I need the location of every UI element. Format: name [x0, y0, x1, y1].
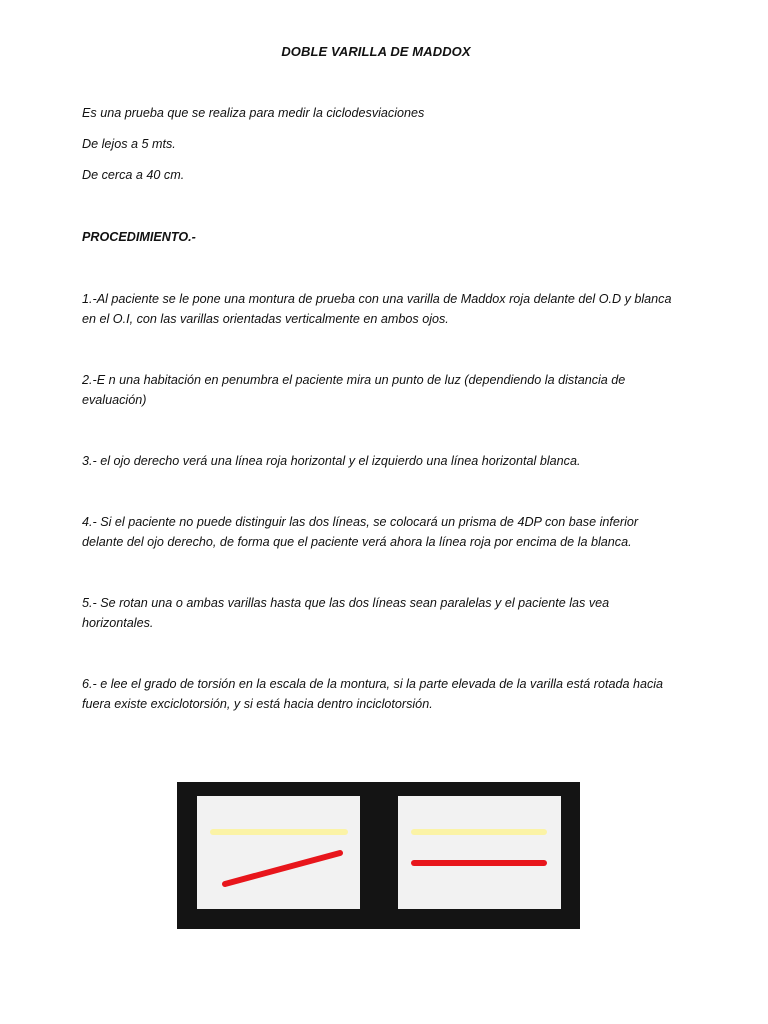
section-heading: PROCEDIMIENTO.-: [82, 230, 196, 244]
intro-line: De cerca a 40 cm.: [82, 168, 185, 182]
panel-tilted: [197, 796, 360, 909]
step-3: 3.- el ojo derecho verá una línea roja horizontal y el izquierdo una línea horizontal blanca.: [82, 454, 581, 468]
intro-line: De lejos a 5 mts.: [82, 137, 176, 151]
step-2: 2.-E n una habitación en penumbra el paciente mira un punto de luz (dependiendo la distancia de evaluación): [82, 373, 626, 407]
step-5: 5.- Se rotan una o ambas varillas hasta que las dos líneas sean paralelas y el paciente las vea horizontales.: [82, 596, 610, 630]
panel-parallel: [398, 796, 561, 909]
red-line-tilted: [225, 853, 340, 884]
step-6: 6.- e lee el grado de torsión en la escala de la montura, si la parte elevada de la varilla está rotada hacia fuera existe exciclotorsión, y si está hacia dentro inciclotorsión.: [82, 677, 664, 711]
step-4: 4.- Si el paciente no puede distinguir las dos líneas, se colocará un prisma de 4DP con base inferior delante del ojo derecho, de forma que el paciente verá ahora la línea roja por encima de la blanca.: [82, 515, 639, 549]
maddox-figure: [177, 782, 580, 929]
page-title: DOBLE VARILLA DE MADDOX: [281, 44, 471, 59]
step-1: 1.-Al paciente se le pone una montura de prueba con una varilla de Maddox roja delante del O.D y blanca en el O.I, con las varillas orientadas verticalmente en ambos ojos.: [82, 292, 672, 326]
intro-line: Es una prueba que se realiza para medir la ciclodesviaciones: [82, 106, 425, 120]
